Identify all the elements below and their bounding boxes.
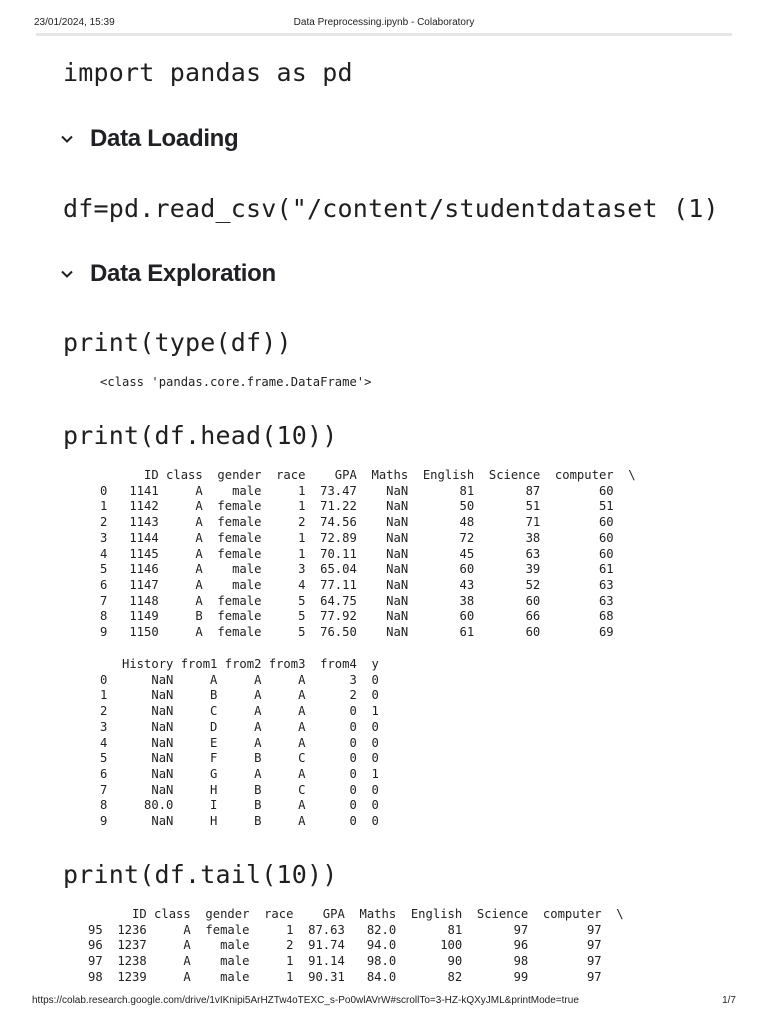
cell-output-head-part1: ID class gender race GPA Maths English Science computer \ 0 1141 A male 1 73.47 NaN 81 87 60 1 1142 A female 1 71.22 NaN 50 51 51 2 1143 A female 2 74.56 NaN 48 71 60 3 1144 A female 1 72.89 NaN 72 38 60 4 1145 A female 1 70.11 NaN 45 63 60 5 1146 A male 3 65.04 NaN 60 39 61 6 1147 A male 4 77.11 NaN 43 52 63 7 1148 A female 5 64.75 NaN 38 60 63 8 1149 B female 5 77.92 NaN 60 66 68 9 1150 A female 5 76.50 NaN 61 60 69 — [100, 468, 636, 640]
code-cell-import[interactable]: import pandas as pd — [63, 58, 353, 87]
page-title: Data Preprocessing.ipynb - Colaboratory — [293, 17, 475, 28]
section-header-data-exploration[interactable] — [60, 259, 276, 289]
cell-output-head-part2: History from1 from2 from3 from4 y 0 NaN A A A 3 0 1 NaN B A A 2 0 2 NaN C A A 0 1 3 NaN D A A 0 0 4 NaN E A A 0 0 5 NaN F B C 0 0 6 NaN G A A 0 1 7 NaN H B C 0 0 8 80.0 I B A 0 0 9 NaN H B A 0 0 — [100, 657, 379, 829]
section-header-data-loading[interactable] — [60, 124, 238, 154]
cell-output-type: <class 'pandas.core.frame.DataFrame'> — [100, 375, 372, 389]
section-title: Data Loading — [90, 125, 239, 152]
page-url: https://colab.research.google.com/drive/1vIKnipi5ArHZTw4oTEXC_s-Po0wlAVrW#scrollTo=3-HZ-kQXyJML&printMode=true — [32, 995, 579, 1006]
code-cell-print-tail[interactable]: print(df.tail(10)) — [63, 860, 338, 889]
cell-output-tail: ID class gender race GPA Maths English Science computer \ 95 1236 A female 1 87.63 82.0 81 97 97 96 1237 A male 2 91.74 94.0 100 96 97 97 1238 A male 1 91.14 98.0 90 98 97 98 1239 A male 1 90.31 84.0 82 99 97 — [88, 907, 624, 984]
code-cell-read-csv[interactable]: df=pd.read_csv("/content/studentdataset (1) — [63, 194, 719, 223]
page-number: 1/7 — [722, 995, 736, 1006]
header-divider — [36, 33, 732, 36]
print-datetime: 23/01/2024, 15:39 — [34, 17, 115, 28]
code-cell-print-type[interactable]: print(type(df)) — [63, 328, 292, 357]
print-footer — [0, 995, 768, 1009]
chevron-down-icon[interactable] — [60, 132, 74, 146]
code-cell-print-head[interactable]: print(df.head(10)) — [63, 421, 338, 450]
print-header — [0, 0, 768, 34]
chevron-down-icon[interactable] — [60, 267, 74, 281]
section-title: Data Exploration — [90, 260, 276, 287]
